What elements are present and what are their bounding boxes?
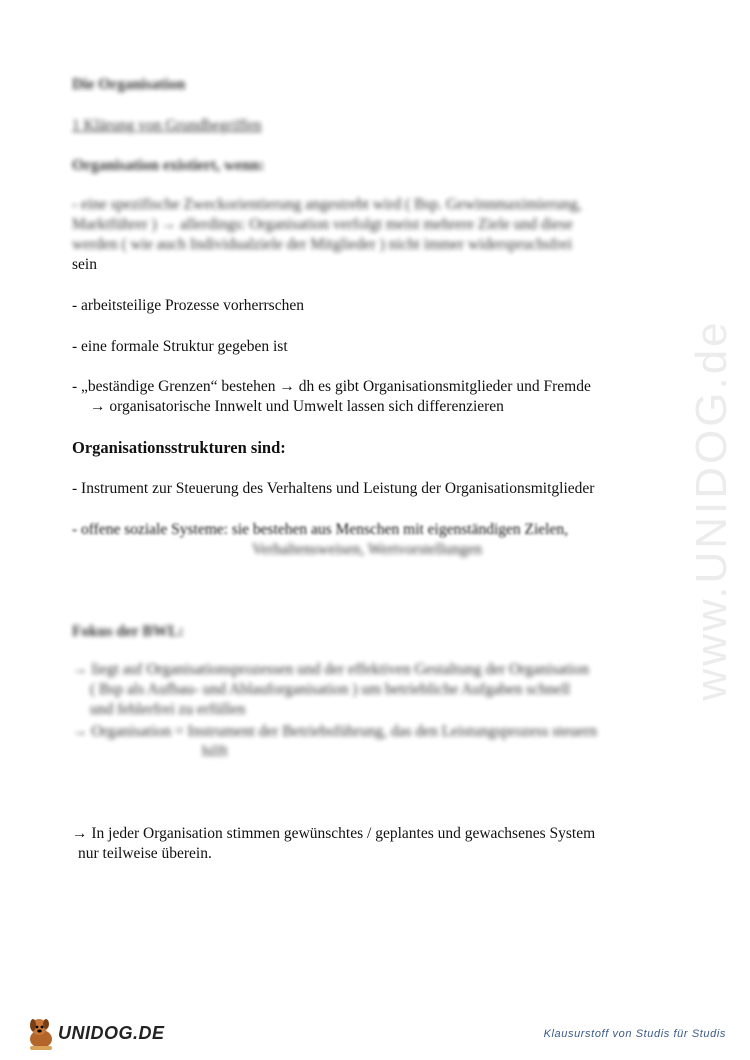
text-line: ( Bsp als Aufbau- und Ablauforganisation ) um betriebliche Aufgaben schnell: [90, 681, 571, 698]
heading-organisation-existiert: Organisation existiert, wenn:: [72, 157, 265, 174]
bullet-formale-struktur: - eine formale Struktur gegeben ist: [72, 338, 288, 355]
bullet-fokus-instrument: [72, 722, 678, 762]
logo-text: UNIDOG.DE: [58, 1023, 165, 1043]
text-line: - „beständige Grenzen“ bestehen → dh es gibt Organisationsmitglieder und Fremde: [72, 378, 591, 395]
text-line: - offene soziale Systeme: sie bestehen aus Menschen mit eigenständigen Zielen,: [72, 521, 568, 538]
text-line: - eine spezifische Zweckorientierung angestrebt wird ( Bsp. Gewinnmaximierung,: [72, 196, 582, 213]
bullet-fokus-organisationsprozesse: [72, 660, 678, 720]
bullet-instrument-steuerung: - Instrument zur Steuerung des Verhaltens und Leistung der Organisationsmitglieder: [72, 480, 595, 497]
bullet-zweckorientierung: [72, 195, 678, 275]
text-line: → organisatorische Innwelt und Umwelt lassen sich differenzieren: [90, 398, 504, 415]
footer-tagline: Klausurstoff von Studis für Studis: [543, 1028, 726, 1040]
text-line: → Organisation = Instrument der Betriebsführung, das den Leistungsprozess steuern: [72, 723, 598, 740]
dog-icon: [24, 1015, 58, 1051]
watermark-text: www.UNIDOG.de: [687, 319, 736, 701]
text-line: sein: [72, 256, 97, 273]
bullet-arbeitsteilige-prozesse: - arbeitsteilige Prozesse vorherrschen: [72, 297, 304, 314]
text-line: → In jeder Organisation stimmen gewünschtes / geplantes und gewachsenes System: [72, 825, 596, 842]
text-line: nur teilweise überein.: [78, 845, 212, 862]
text-line: Marktführer ) → allerdings: Organisation verfolgt meist mehrere Ziele und diese: [72, 216, 573, 233]
conclusion-paragraph: [72, 824, 678, 864]
bullet-bestaendige-grenzen: [72, 377, 678, 417]
text-line: hilft: [202, 743, 228, 760]
heading-fokus-bwl: Fokus der BWL:: [72, 623, 184, 640]
document-title: Die Organisation: [72, 76, 186, 93]
text-line: werden ( wie auch Individualziele der Mitglieder ) nicht immer widerspruchsfrei: [72, 236, 573, 253]
text-line: und fehlerfrei zu erfüllen: [90, 701, 246, 718]
text-line: Verhaltensweisen, Wertvorstellungen: [252, 541, 483, 558]
text-line: → liegt auf Organisationsprozessen und der effektiven Gestaltung der Organisation: [72, 661, 589, 678]
heading-organisationsstrukturen: Organisationsstrukturen sind:: [72, 438, 286, 457]
unidog-logo: [24, 1015, 165, 1051]
bullet-offene-soziale-systeme: [72, 520, 678, 560]
section-subtitle: 1 Klärung von Grundbegriffen: [72, 117, 262, 134]
